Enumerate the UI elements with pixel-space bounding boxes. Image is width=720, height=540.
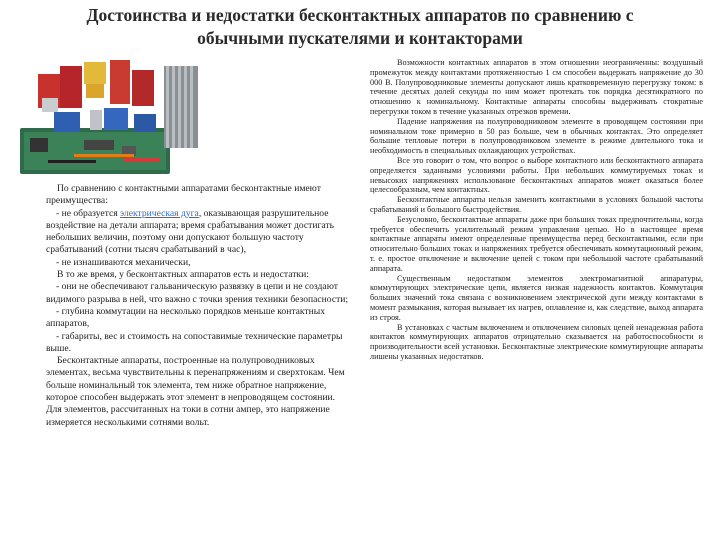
disadvantage-item-2: - глубина коммутации на несколько порядков меньше контактных аппаратов,	[46, 305, 326, 330]
left-intro: По сравнению с контактными аппаратами бесконтактные имеют преимущества:	[46, 183, 321, 207]
device-board-image	[14, 58, 204, 182]
advantage-item-1-start: - не образуется	[56, 207, 121, 219]
right-paragraph-5: Безусловно, бесконтактные аппараты даже при больших токах предпочтительны, когда требуется обеспечить усилительный режим управления цепью. Но в настоящее время контактные аппараты имеют определенные преимущества перед бесконтактными, если при относительно больших токах и напряжениях требуется обеспечивать коммутационный режим, т. е. простое отключение и включение цепей с током при небольшой частоте срабатываний аппарата.	[370, 214, 703, 273]
disadvantage-item-1: - они не обеспечивают гальваническую развязку в цепи и не создают видимого разрыва в ней, что важно с точки зрения техники безопасности;	[46, 281, 349, 305]
advantage-item-1-end: , оказывающая разрушительное воздействие на детали аппарата; время срабатывания может достигать небольших величин, поэтому они допускают большую частоту срабатываний (сотни тысяч срабатываний в час),	[46, 207, 334, 256]
right-paragraph-1: Возможности контактных аппаратов в этом отношении неограниченны: воздушный промежуток между контактами протяженностью 1 см способен выдержать напряжение до 30 000 В. Полупроводниковые элементы допускают лишь кратковременную перегрузку током: в течение десятых долей секунды по ним может протекать ток порядка десятикратного по отношению к номинальному. Контактные аппараты способны выдерживать стократные перегрузки током в течение указанных отрезков времени.	[370, 58, 703, 116]
electric-arc-link[interactable]: электрическая дуга	[120, 207, 199, 219]
right-paragraph-3: Все это говорит о том, что вопрос о выборе контактного или бесконтактного аппарата определяется заданными условиями работы. При небольших коммутируемых токах и невысоких напряжениях использование бесконтактных аппаратов может оказаться более целесообразным, чем контактных.	[370, 155, 703, 195]
advantage-item-2: - не изнашиваются механически,	[56, 256, 191, 268]
disadvantage-item-3: - габариты, вес и стоимость на сопоставимые технические параметры выше.	[46, 330, 343, 354]
right-paragraph-7: В установках с частым включением и отключением силовых цепей ненадежная работа контактов коммутирующих аппаратов отрицательно сказывается на работоспособности и производительности всей установки. Бесконтактные электрические коммутирующие аппараты лишены указанных недостатков.	[370, 322, 703, 361]
right-paragraph-2: Падение напряжения на полупроводниковом элементе в проводящем состоянии при номинальном токе примерно в 50 раз больше, чем в обычных контактах. Это определяет большие тепловые потери в полупроводниковом элементе в режиме длительного тока и необходимость в специальных охлаждающих устройствах.	[370, 116, 703, 156]
title-line-2: обычными пускателями и контакторами	[197, 28, 523, 48]
title-line-1: Достоинства и недостатки бесконтактных аппаратов по сравнению с	[86, 5, 634, 25]
left-final-paragraph: Бесконтактные аппараты, построенные на полупроводниковых элементах, весьма чувствительны к перенапряжениям и сверхтокам. Чем больше номинальный ток элемента, тем ниже обратное напряжение, которое способен выдержать этот элемент в непроводящем состоянии. Для элементов, рассчитанных на токи в сотни ампер, это напряжение измеряется несколькими сотнями вольт.	[46, 355, 345, 428]
page-title	[40, 4, 680, 50]
disadvantages-intro: В то же время, у бесконтактных аппаратов есть и недостатки:	[57, 269, 309, 281]
right-paragraph-4: Бесконтактные аппараты нельзя заменить контактными в условиях большой частоты срабатываний и большого быстродействия.	[370, 195, 703, 214]
right-paragraph-6: Существенным недостатком элементов электромагнитной аппаратуры, коммутирующих электрические цепи, является низкая надежность контактов. Коммутация больших значений тока связана с возникновением электрической дуги между контактами в момент размыкания, которая вызывает их нагрев, оплавление и, как следствие, выход аппарата из строя.	[370, 273, 703, 322]
left-column-text	[46, 183, 352, 429]
right-column-text	[370, 58, 703, 362]
advantage-item-1	[46, 208, 352, 257]
